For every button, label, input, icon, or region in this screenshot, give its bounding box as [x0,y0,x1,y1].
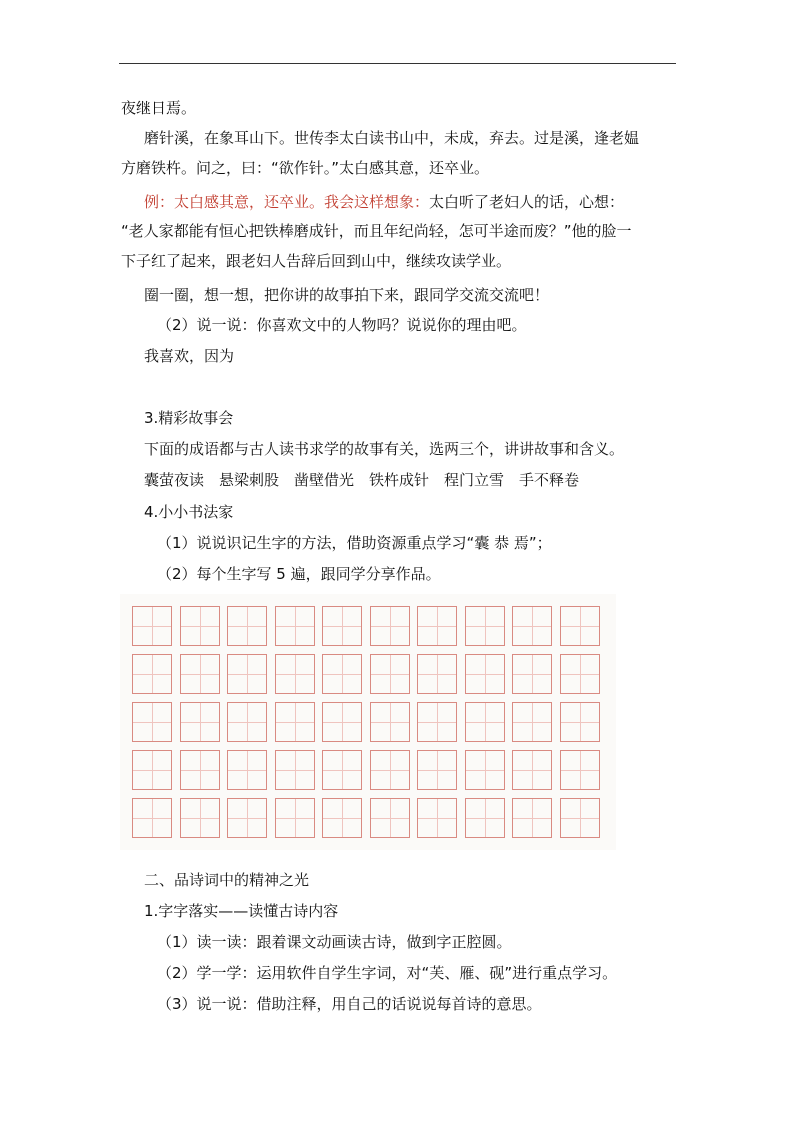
practice-cell [512,654,552,694]
text-line-3: 方磨铁杵。问之，曰：“欲作针。”太白感其意，还卒业。 [121,159,490,177]
practice-cell [132,750,172,790]
practice-cell [180,750,220,790]
section-heading-3: 3.精彩故事会 [144,409,234,427]
example-text: 太白听了老妇人的话，心想： [429,193,625,211]
practice-cell [180,702,220,742]
practice-cell [465,798,505,838]
text-line-20: （3）说一说：借助注释，用自己的话说说每首诗的意思。 [157,995,542,1013]
text-line-18: （1）读一读：跟着课文动画读古诗，做到字正腔圆。 [157,933,512,951]
practice-cell [227,750,267,790]
practice-cell [560,606,600,646]
practice-cell [180,798,220,838]
section-heading-4: 4.小小书法家 [144,503,234,521]
text-line-5: “老人家都能有恒心把铁棒磨成针，而且年纪尚轻，怎可半途而废？”他的脸一 [121,222,632,240]
practice-cell [417,606,457,646]
practice-cell [512,798,552,838]
practice-cell [417,654,457,694]
practice-cell [322,798,362,838]
practice-cell [275,798,315,838]
text-line-4 [144,192,624,212]
text-line-19: （2）学一学：运用软件自学生字词，对“芙、雁、砚”进行重点学习。 [157,964,618,982]
practice-cell [417,798,457,838]
practice-cell [322,654,362,694]
practice-cell [275,702,315,742]
practice-cell [132,702,172,742]
practice-cell [370,750,410,790]
practice-cell [132,654,172,694]
practice-cell [180,654,220,694]
text-line-14: （1）说说识记生字的方法，借助资源重点学习“囊 恭 焉”； [157,534,552,552]
header-rule [119,63,676,64]
practice-cell [465,702,505,742]
text-line-8: （2）说一说：你喜欢文中的人物吗？说说你的理由吧。 [157,316,527,334]
example-label: 例：太白感其意，还卒业。我会这样想象： [144,193,430,211]
text-line-6: 下子红了起来，跟老妇人告辞后回到山中，继续攻读学业。 [121,252,512,270]
text-line-1: 夜继日焉。 [121,99,197,117]
practice-cell [322,606,362,646]
practice-cell [132,606,172,646]
practice-cell [322,702,362,742]
text-line-7: 圈一圈，想一想，把你讲的故事拍下来，跟同学交流交流吧！ [144,286,550,304]
subsection-heading-1: 1.字字落实——读懂古诗内容 [144,902,339,920]
writing-practice-grid [120,594,616,850]
practice-cell [417,750,457,790]
text-line-11: 下面的成语都与古人读书求学的故事有关，选两三个，讲讲故事和含义。 [144,440,625,458]
practice-cell [370,654,410,694]
practice-cell [512,702,552,742]
practice-cell [465,606,505,646]
practice-cell [370,798,410,838]
practice-cell [322,750,362,790]
practice-cell [560,750,600,790]
practice-cell [275,606,315,646]
practice-cell [560,798,600,838]
practice-cell [180,606,220,646]
practice-cell [275,654,315,694]
practice-cell [227,798,267,838]
practice-cell [465,654,505,694]
practice-cell [512,606,552,646]
practice-cell [227,702,267,742]
text-line-2: 磨针溪，在象耳山下。世传李太白读书山中，未成，弃去。过是溪，逢老媪 [144,129,640,147]
text-line-15: （2）每个生字写 5 遍，跟同学分享作品。 [157,565,441,583]
practice-cell [370,702,410,742]
idioms-line: 囊萤夜读 悬梁刺股 凿壁借光 铁杵成针 程门立雪 手不释卷 [144,471,580,489]
text-line-9: 我喜欢，因为 [144,347,235,365]
practice-cell [275,750,315,790]
section-heading-two: 二、品诗词中的精神之光 [144,871,310,889]
practice-cell [512,750,552,790]
practice-cell [465,750,505,790]
practice-cell [132,798,172,838]
practice-cell [227,654,267,694]
practice-cell [227,606,267,646]
practice-cell [417,702,457,742]
practice-cell [370,606,410,646]
practice-cell [560,654,600,694]
practice-cell [560,702,600,742]
